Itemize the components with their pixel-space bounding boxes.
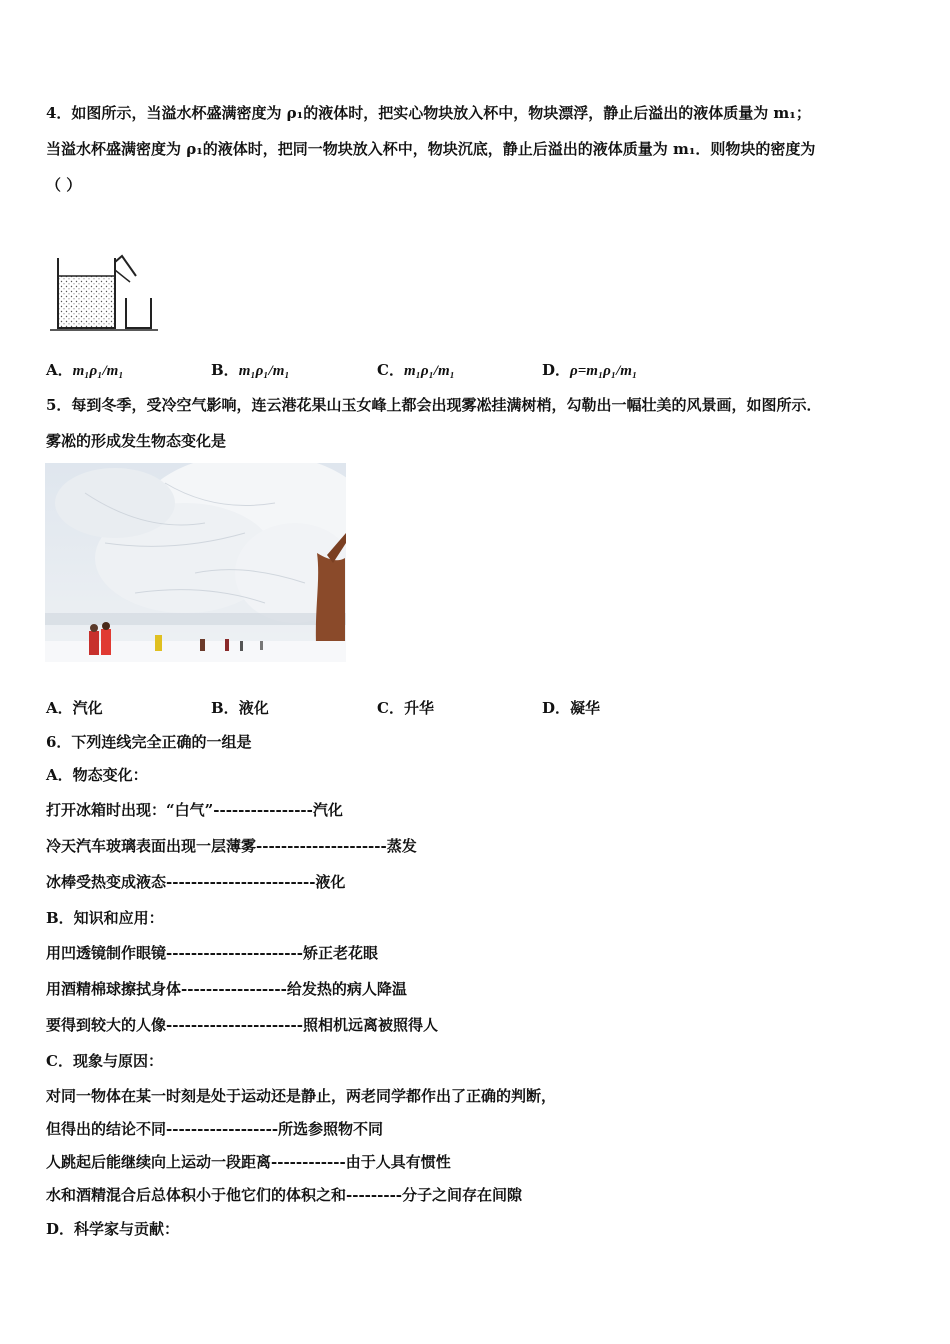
- q4-option-c-letter: C．: [377, 361, 404, 379]
- q4-option-d: [542, 360, 637, 381]
- q6-line: 冰棒受热变成液态------------------------液化: [46, 873, 346, 891]
- q6-line: 用酒精棉球擦拭身体-----------------给发热的病人降温: [46, 980, 407, 998]
- q4-option-a: [46, 360, 124, 381]
- q4-option-d-text: ρ=m₁ρ₁/m₁: [570, 363, 638, 379]
- q6-group-b-heading: B．知识和应用：: [46, 909, 164, 927]
- q5-option-c-text: 升华: [403, 699, 434, 717]
- q5-option-a-letter: A．: [46, 699, 73, 717]
- q5-option-b-letter: B．: [211, 699, 239, 717]
- q6-line: 对同一物体在某一时刻是处于运动还是静止，两老同学都作出了正确的判断，: [46, 1087, 557, 1105]
- q5-option-b-text: 液化: [238, 699, 269, 717]
- q5-option-b: [211, 698, 269, 718]
- liquid-shape: [58, 276, 115, 328]
- q5-option-d-letter: D．: [542, 699, 571, 717]
- q6-line: 要得到较大的人像----------------------照相机远离被照得人: [46, 1016, 438, 1034]
- q6-line: 打开冰箱时出现：“白气”----------------汽化: [46, 801, 343, 819]
- q4-line-2: 当溢水杯盛满密度为 ρ₁的液体时，把同一物块放入杯中，物块沉底，静止后溢出的液体质量为 m₁．则物块的密度为: [46, 140, 816, 158]
- q5-option-d: [542, 698, 600, 718]
- q6-line: 人跳起后能继续向上运动一段距离------------由于人具有惯性: [46, 1153, 451, 1171]
- q6-title: 6．下列连线完全正确的一组是: [46, 733, 252, 751]
- q4-option-b-text: m₁ρ₁/m₁: [238, 363, 290, 379]
- q4-line-1: 4．如图所示，当溢水杯盛满密度为 ρ₁的液体时，把实心物块放入杯中，物块漂浮，静止后溢出的液体质量为 m₁；: [46, 104, 811, 122]
- overflow-cup-figure: [50, 250, 162, 332]
- q6-line: 用凹透镜制作眼镜----------------------矫正老花眼: [46, 944, 378, 962]
- q6-line: 但得出的结论不同------------------所选参照物不同: [46, 1120, 384, 1138]
- q4-line-3: （ ）: [46, 176, 82, 194]
- q4-option-b: [211, 360, 290, 381]
- q4-option-d-letter: D．: [542, 361, 571, 379]
- q5-option-c-letter: C．: [377, 699, 404, 717]
- rime-tree-photo: [45, 463, 346, 662]
- q5-option-d-text: 凝华: [570, 699, 601, 717]
- q4-option-a-text: m₁ρ₁/m₁: [72, 363, 124, 379]
- small-beaker: [126, 298, 151, 328]
- q5-option-c: [377, 698, 434, 718]
- q6-group-a-heading: A．物态变化：: [46, 766, 148, 784]
- q5-line-2: 雾凇的形成发生物态变化是: [46, 432, 227, 450]
- q6-group-c-heading: C．现象与原因：: [46, 1052, 163, 1070]
- q5-option-a-text: 汽化: [72, 699, 103, 717]
- q6-line: 冷天汽车玻璃表面出现一层薄雾---------------------蒸发: [46, 837, 417, 855]
- q6-line: 水和酒精混合后总体积小于他它们的体积之和---------分子之间存在间隙: [46, 1186, 523, 1204]
- q4-option-a-letter: A．: [46, 361, 73, 379]
- q5-option-a: [46, 698, 103, 718]
- q4-option-c-text: m₁ρ₁/m₁: [403, 363, 455, 379]
- q5-line-1: 5．每到冬季，受冷空气影响，连云港花果山玉女峰上都会出现雾凇挂满树梢，勾勒出一幅壮美的风景画，如图所示．: [46, 396, 822, 414]
- q4-option-c: [377, 360, 455, 381]
- q4-option-b-letter: B．: [211, 361, 239, 379]
- q6-group-d-heading: D．科学家与贡献：: [46, 1220, 180, 1238]
